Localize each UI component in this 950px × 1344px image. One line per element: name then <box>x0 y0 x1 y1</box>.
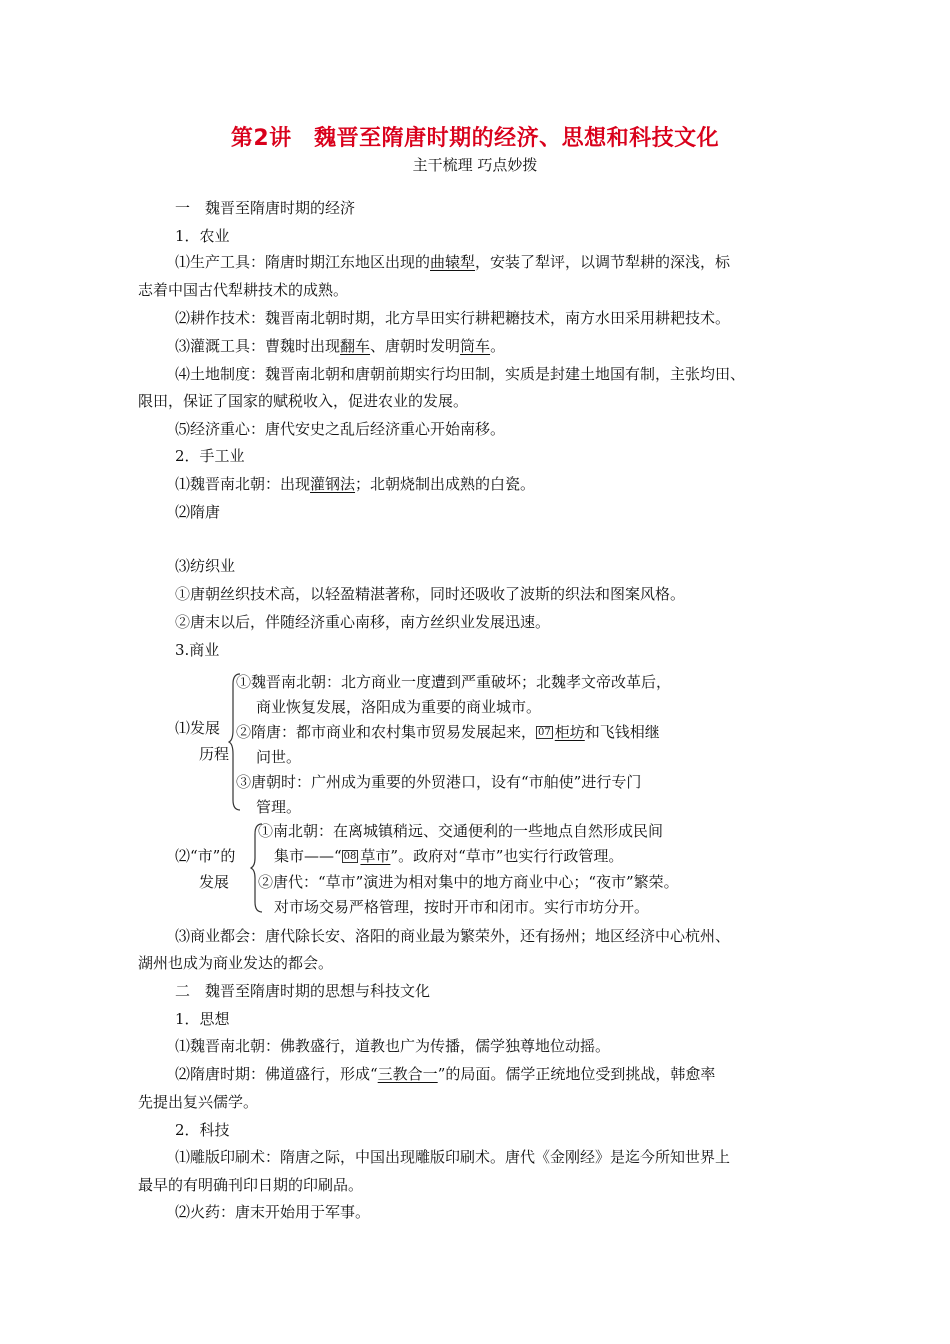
text: ，安装了犁评，以调节犁耕的深浅，标 <box>475 253 731 271</box>
page-subtitle: 主干梳理 巧点妙拨 <box>412 156 538 174</box>
dev-item-3a: ③唐朝时：广州成为重要的外贸港口，设有“市舶使”进行专门 <box>236 773 642 791</box>
underlined-term: 曲辕犁 <box>430 253 476 271</box>
paragraph-tools-cont: 志着中国古代犁耕技术的成熟。 <box>138 281 349 299</box>
paragraph-tools <box>175 252 730 272</box>
number-box: 08 <box>343 851 357 862</box>
underlined-term: 翻车 <box>340 337 371 355</box>
underlined-term: 草市 <box>360 847 391 865</box>
paragraph-textile-2: ②唐末以后，伴随经济重心南移，南方丝织业发展迅速。 <box>175 613 551 631</box>
text: ⑴生产工具：隋唐时期江东地区出现的 <box>175 253 431 271</box>
text: ”。政府对“草市”也实行行政管理。 <box>390 847 624 865</box>
dev-item-2a <box>236 722 660 742</box>
dev-item-1a: ①魏晋南北朝：北方商业一度遭到严重破坏；北魏孝文帝改革后， <box>236 673 672 691</box>
paragraph-weijin-thought: ⑴魏晋南北朝：佛教盛行，道教也广为传播，儒学独尊地位动摇。 <box>175 1037 611 1055</box>
number-box: 07 <box>538 727 551 738</box>
dev-item-2b: 问世。 <box>256 748 302 766</box>
brace-label-market-dev: 发展 <box>199 873 230 891</box>
text: ⑴魏晋南北朝：出现 <box>175 475 311 493</box>
market-item-1b <box>274 846 623 866</box>
section-heading-thought: 二 魏晋至隋唐时期的思想与科技文化 <box>175 982 431 1000</box>
brace-label-process: 历程 <box>199 745 230 763</box>
underlined-term: 三教合一 <box>377 1065 438 1083</box>
paragraph-textile: ⑶纺织业 <box>175 557 236 575</box>
market-item-1a: ①南北朝：在离城镇稍远、交通便利的一些地点自然形成民间 <box>258 822 664 840</box>
paragraph-gunpowder: ⑵火药：唐末开始用于军事。 <box>175 1203 371 1221</box>
page-title: 第2讲 魏晋至隋唐时期的经济、思想和科技文化 <box>230 126 720 151</box>
subheading-thought: 1．思想 <box>175 1010 230 1028</box>
underlined-term: 筒车 <box>460 337 491 355</box>
dev-item-3b: 管理。 <box>256 798 302 816</box>
market-item-2a: ②唐代：“草市”演进为相对集中的地方商业中心；“夜市”繁荣。 <box>258 873 679 891</box>
text: 、唐朝时发明 <box>370 337 461 355</box>
text: ⑶灌溉工具：曹魏时出现 <box>175 337 341 355</box>
subheading-agriculture: 1．农业 <box>175 227 230 245</box>
paragraph-printing-cont: 最早的有明确刊印日期的印刷品。 <box>138 1176 364 1194</box>
text: 。 <box>490 337 506 355</box>
paragraph-farming: ⑵耕作技术：魏晋南北朝时期，北方旱田实行耕耙耱技术，南方水田采用耕耙技术。 <box>175 309 731 327</box>
subheading-handicraft: 2．手工业 <box>175 447 245 465</box>
paragraph-suitang: ⑵隋唐 <box>175 503 221 521</box>
subheading-commerce: 3.商业 <box>175 641 220 659</box>
section-heading-economy: 一 魏晋至隋唐时期的经济 <box>175 199 356 217</box>
paragraph-suitang-thought <box>175 1064 715 1084</box>
brace-label-market: ⑵“市”的 <box>175 847 236 865</box>
text: ②隋唐：都市商业和农村集市贸易发展起来， <box>236 723 537 741</box>
market-item-2b: 对市场交易严格管理，按时开市和闭市。实行市坊分开。 <box>274 898 650 916</box>
paragraph-steel <box>175 474 535 494</box>
text: ；北朝烧制出成熟的白瓷。 <box>355 475 536 493</box>
paragraph-land: ⑷土地制度：魏晋南北朝和唐朝前期实行均田制，实质是封建土地国有制，主张均田、 <box>175 365 746 383</box>
text: 和飞钱相继 <box>584 723 660 741</box>
brace-label-development: ⑴发展 <box>175 719 221 737</box>
paragraph-center: ⑸经济重心：唐代安史之乱后经济重心开始南移。 <box>175 420 506 438</box>
text: 集市——“ <box>274 847 342 865</box>
subheading-tech: 2．科技 <box>175 1121 230 1139</box>
underlined-term: 灌钢法 <box>310 475 356 493</box>
paragraph-textile-1: ①唐朝丝织技术高，以轻盈精湛著称，同时还吸收了波斯的织法和图案风格。 <box>175 585 686 603</box>
paragraph-suitang-thought-cont: 先提出复兴儒学。 <box>138 1093 259 1111</box>
paragraph-irrigation <box>175 336 505 356</box>
paragraph-cities: ⑶商业都会：唐代除长安、洛阳的商业最为繁荣外，还有扬州；地区经济中心杭州、 <box>175 927 731 945</box>
text: ”的局面。儒学正统地位受到挑战，韩愈率 <box>437 1065 716 1083</box>
underlined-term: 柜坊 <box>554 723 585 741</box>
paragraph-land-cont: 限田，保证了国家的赋税收入，促进农业的发展。 <box>138 392 469 410</box>
text: ⑵隋唐时期：佛道盛行，形成“ <box>175 1065 378 1083</box>
paragraph-cities-cont: 湖州也成为商业发达的都会。 <box>138 954 334 972</box>
paragraph-printing: ⑴雕版印刷术：隋唐之际，中国出现雕版印刷术。唐代《金刚经》是迄今所知世界上 <box>175 1148 731 1166</box>
dev-item-1b: 商业恢复发展，洛阳成为重要的商业城市。 <box>256 698 542 716</box>
